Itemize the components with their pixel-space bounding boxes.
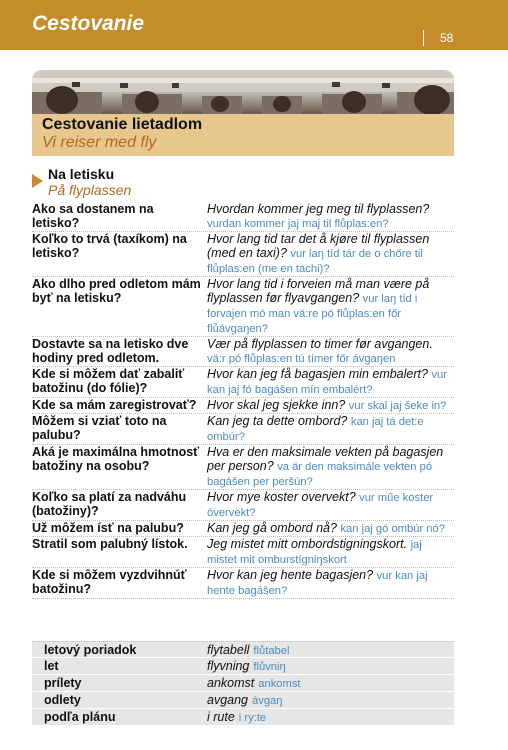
vocab-row bbox=[32, 675, 454, 692]
phrase-row bbox=[32, 277, 454, 337]
arrow-right-icon bbox=[32, 174, 43, 188]
page-number: 58 bbox=[440, 31, 454, 45]
phrase-pronunciation: vurdan kommer jaj maj til flůplas:en? bbox=[207, 218, 389, 230]
phrase-norwegian: Hvor skal jeg sjekke inn? bbox=[207, 398, 346, 412]
page-number-divider bbox=[423, 30, 424, 46]
phrase-norwegian: Hvor kan jeg hente bagasjen? bbox=[207, 568, 374, 582]
phrase-slovak: Koľko sa platí za nadváhu (batožiny)? bbox=[32, 490, 187, 518]
phrase-translation bbox=[207, 398, 454, 413]
phrase-row bbox=[32, 367, 454, 398]
phrase-pronunciation: vur laŋ tíd i forvajen mó man vä:re pó flůplas:en főr flůávgaŋen? bbox=[207, 293, 418, 335]
subsection-title: Na letisku bbox=[48, 166, 115, 182]
phrase-translation bbox=[207, 277, 454, 336]
phrase-list bbox=[32, 202, 454, 599]
phrase-pronunciation: kan jaj tá det:e ombúr? bbox=[207, 416, 424, 443]
phrase-row bbox=[32, 537, 454, 568]
section-header bbox=[32, 114, 454, 156]
phrase-translation bbox=[207, 232, 454, 276]
phrase-row bbox=[32, 568, 454, 599]
phrase-translation bbox=[207, 445, 454, 489]
vocab-norwegian: i rute bbox=[207, 710, 235, 724]
phrase-pronunciation: vur laŋ tíd tár de o chőre til flůplas:en (me en tachi)? bbox=[207, 248, 423, 275]
vocab-translation bbox=[207, 709, 454, 725]
phrase-slovak: Kde sa mám zaregistrovať? bbox=[32, 398, 197, 412]
airplane-cabin-photo bbox=[32, 70, 454, 114]
phrase-norwegian: Kan jeg ta dette ombord? bbox=[207, 414, 348, 428]
subsection-subtitle: På flyplassen bbox=[48, 182, 132, 198]
phrase-pronunciation: vur kan jaj hente bagášen? bbox=[207, 570, 428, 597]
phrase-slovak: Ako dlho pred odletom mám byť na letisku? bbox=[32, 277, 201, 305]
phrase-row bbox=[32, 398, 454, 414]
phrase-translation bbox=[207, 521, 454, 536]
vocab-translation bbox=[207, 658, 454, 674]
vocab-norwegian: avgang bbox=[207, 693, 249, 707]
phrase-norwegian: Jeg mistet mitt ombordstigningskort. bbox=[207, 537, 408, 551]
phrase-pronunciation: jaj mistet mit omburstígniŋskort bbox=[207, 539, 422, 566]
phrase-row bbox=[32, 414, 454, 445]
phrase-norwegian: Hvor mye koster overvekt? bbox=[207, 490, 356, 504]
vocab-norwegian: flytabell bbox=[207, 643, 250, 657]
phrase-translation bbox=[207, 337, 454, 366]
phrase-row bbox=[32, 521, 454, 537]
phrase-slovak: Koľko to trvá (taxíkom) na letisko? bbox=[32, 232, 187, 260]
phrase-norwegian: Hvor lang tid i forveien må man være på flyplassen før flyavgangen? bbox=[207, 277, 430, 305]
vocab-pronunciation: i ry:te bbox=[238, 712, 267, 724]
chapter-title: Cestovanie bbox=[32, 12, 145, 35]
cabin-image bbox=[32, 70, 454, 114]
vocab-slovak: prílety bbox=[44, 676, 82, 690]
vocab-row bbox=[32, 658, 454, 675]
vocab-slovak: let bbox=[44, 659, 59, 673]
vocab-slovak: podľa plánu bbox=[44, 710, 116, 724]
phrase-slovak: Aká je maximálna hmotnosť batožiny na osobu? bbox=[32, 445, 200, 473]
phrase-pronunciation: kan jaj gó ombúr nó? bbox=[340, 523, 445, 535]
phrase-row bbox=[32, 232, 454, 277]
phrase-slovak: Kde si môžem vyzdvihnúť batožinu? bbox=[32, 568, 187, 596]
phrase-translation bbox=[207, 367, 454, 397]
phrase-slovak: Môžem si vziať toto na palubu? bbox=[32, 414, 167, 442]
phrase-translation bbox=[207, 537, 454, 567]
phrase-norwegian: Kan jeg gå ombord nå? bbox=[207, 521, 337, 535]
section-subtitle: Vi reiser med fly bbox=[42, 134, 157, 151]
vocab-norwegian: ankomst bbox=[207, 676, 255, 690]
phrase-slovak: Dostavte sa na letisko dve hodiny pred odletom. bbox=[32, 337, 189, 365]
phrase-slovak: Už môžem ísť na palubu? bbox=[32, 521, 184, 535]
phrase-slovak: Stratil som palubný lístok. bbox=[32, 537, 188, 551]
phrase-norwegian: Vær på flyplassen to timer før avgangen. bbox=[207, 337, 433, 351]
phrase-row bbox=[32, 337, 454, 367]
phrase-slovak: Kde si môžem dať zabaliť batožinu (do fólie)? bbox=[32, 367, 185, 395]
vocab-translation bbox=[207, 675, 454, 691]
vocab-row bbox=[32, 709, 454, 726]
phrase-norwegian: Hva er den maksimale vekten på bagasjen per person? bbox=[207, 445, 444, 473]
phrase-row bbox=[32, 445, 454, 490]
vocab-pronunciation: flůvniŋ bbox=[253, 661, 286, 673]
phrase-pronunciation: vur kan jaj fó bagášen mín embalért? bbox=[207, 369, 447, 396]
phrase-slovak: Ako sa dostanem na letisko? bbox=[32, 202, 154, 230]
phrase-translation bbox=[207, 568, 454, 598]
phrase-row bbox=[32, 490, 454, 521]
phrase-pronunciation: vä:r pó flůplas:en tú tímer főr ávgaŋen bbox=[207, 353, 396, 365]
phrase-pronunciation: vur skal jaj šeke in? bbox=[348, 400, 447, 412]
phrase-row bbox=[32, 202, 454, 232]
vocab-pronunciation: ankomst bbox=[258, 678, 301, 690]
phrase-pronunciation: vur műe koster óvervekt? bbox=[207, 492, 434, 519]
phrase-translation bbox=[207, 490, 454, 520]
phrase-translation bbox=[207, 202, 454, 231]
vocab-translation bbox=[207, 692, 454, 708]
vocab-row bbox=[32, 641, 454, 658]
phrase-pronunciation: va är den maksimále vekten pó bagášen per peršún? bbox=[207, 461, 433, 488]
section-title: Cestovanie lietadlom bbox=[42, 116, 203, 133]
vocab-slovak: odlety bbox=[44, 693, 81, 707]
phrase-norwegian: Hvordan kommer jeg meg til flyplassen? bbox=[207, 202, 430, 216]
phrase-norwegian: Hvor lang tid tar det å kjøre til flyplassen (med en taxi)? bbox=[207, 232, 430, 260]
phrase-translation bbox=[207, 414, 454, 444]
vocab-pronunciation: ávgaŋ bbox=[252, 695, 283, 707]
vocab-slovak: letový poriadok bbox=[44, 643, 137, 657]
vocab-translation bbox=[207, 642, 454, 657]
phrase-norwegian: Hvor kan jeg få bagasjen min embalert? bbox=[207, 367, 428, 381]
vocabulary-list bbox=[32, 641, 454, 726]
vocab-row bbox=[32, 692, 454, 709]
vocab-norwegian: flyvning bbox=[207, 659, 250, 673]
vocab-pronunciation: flůtabel bbox=[253, 645, 290, 657]
